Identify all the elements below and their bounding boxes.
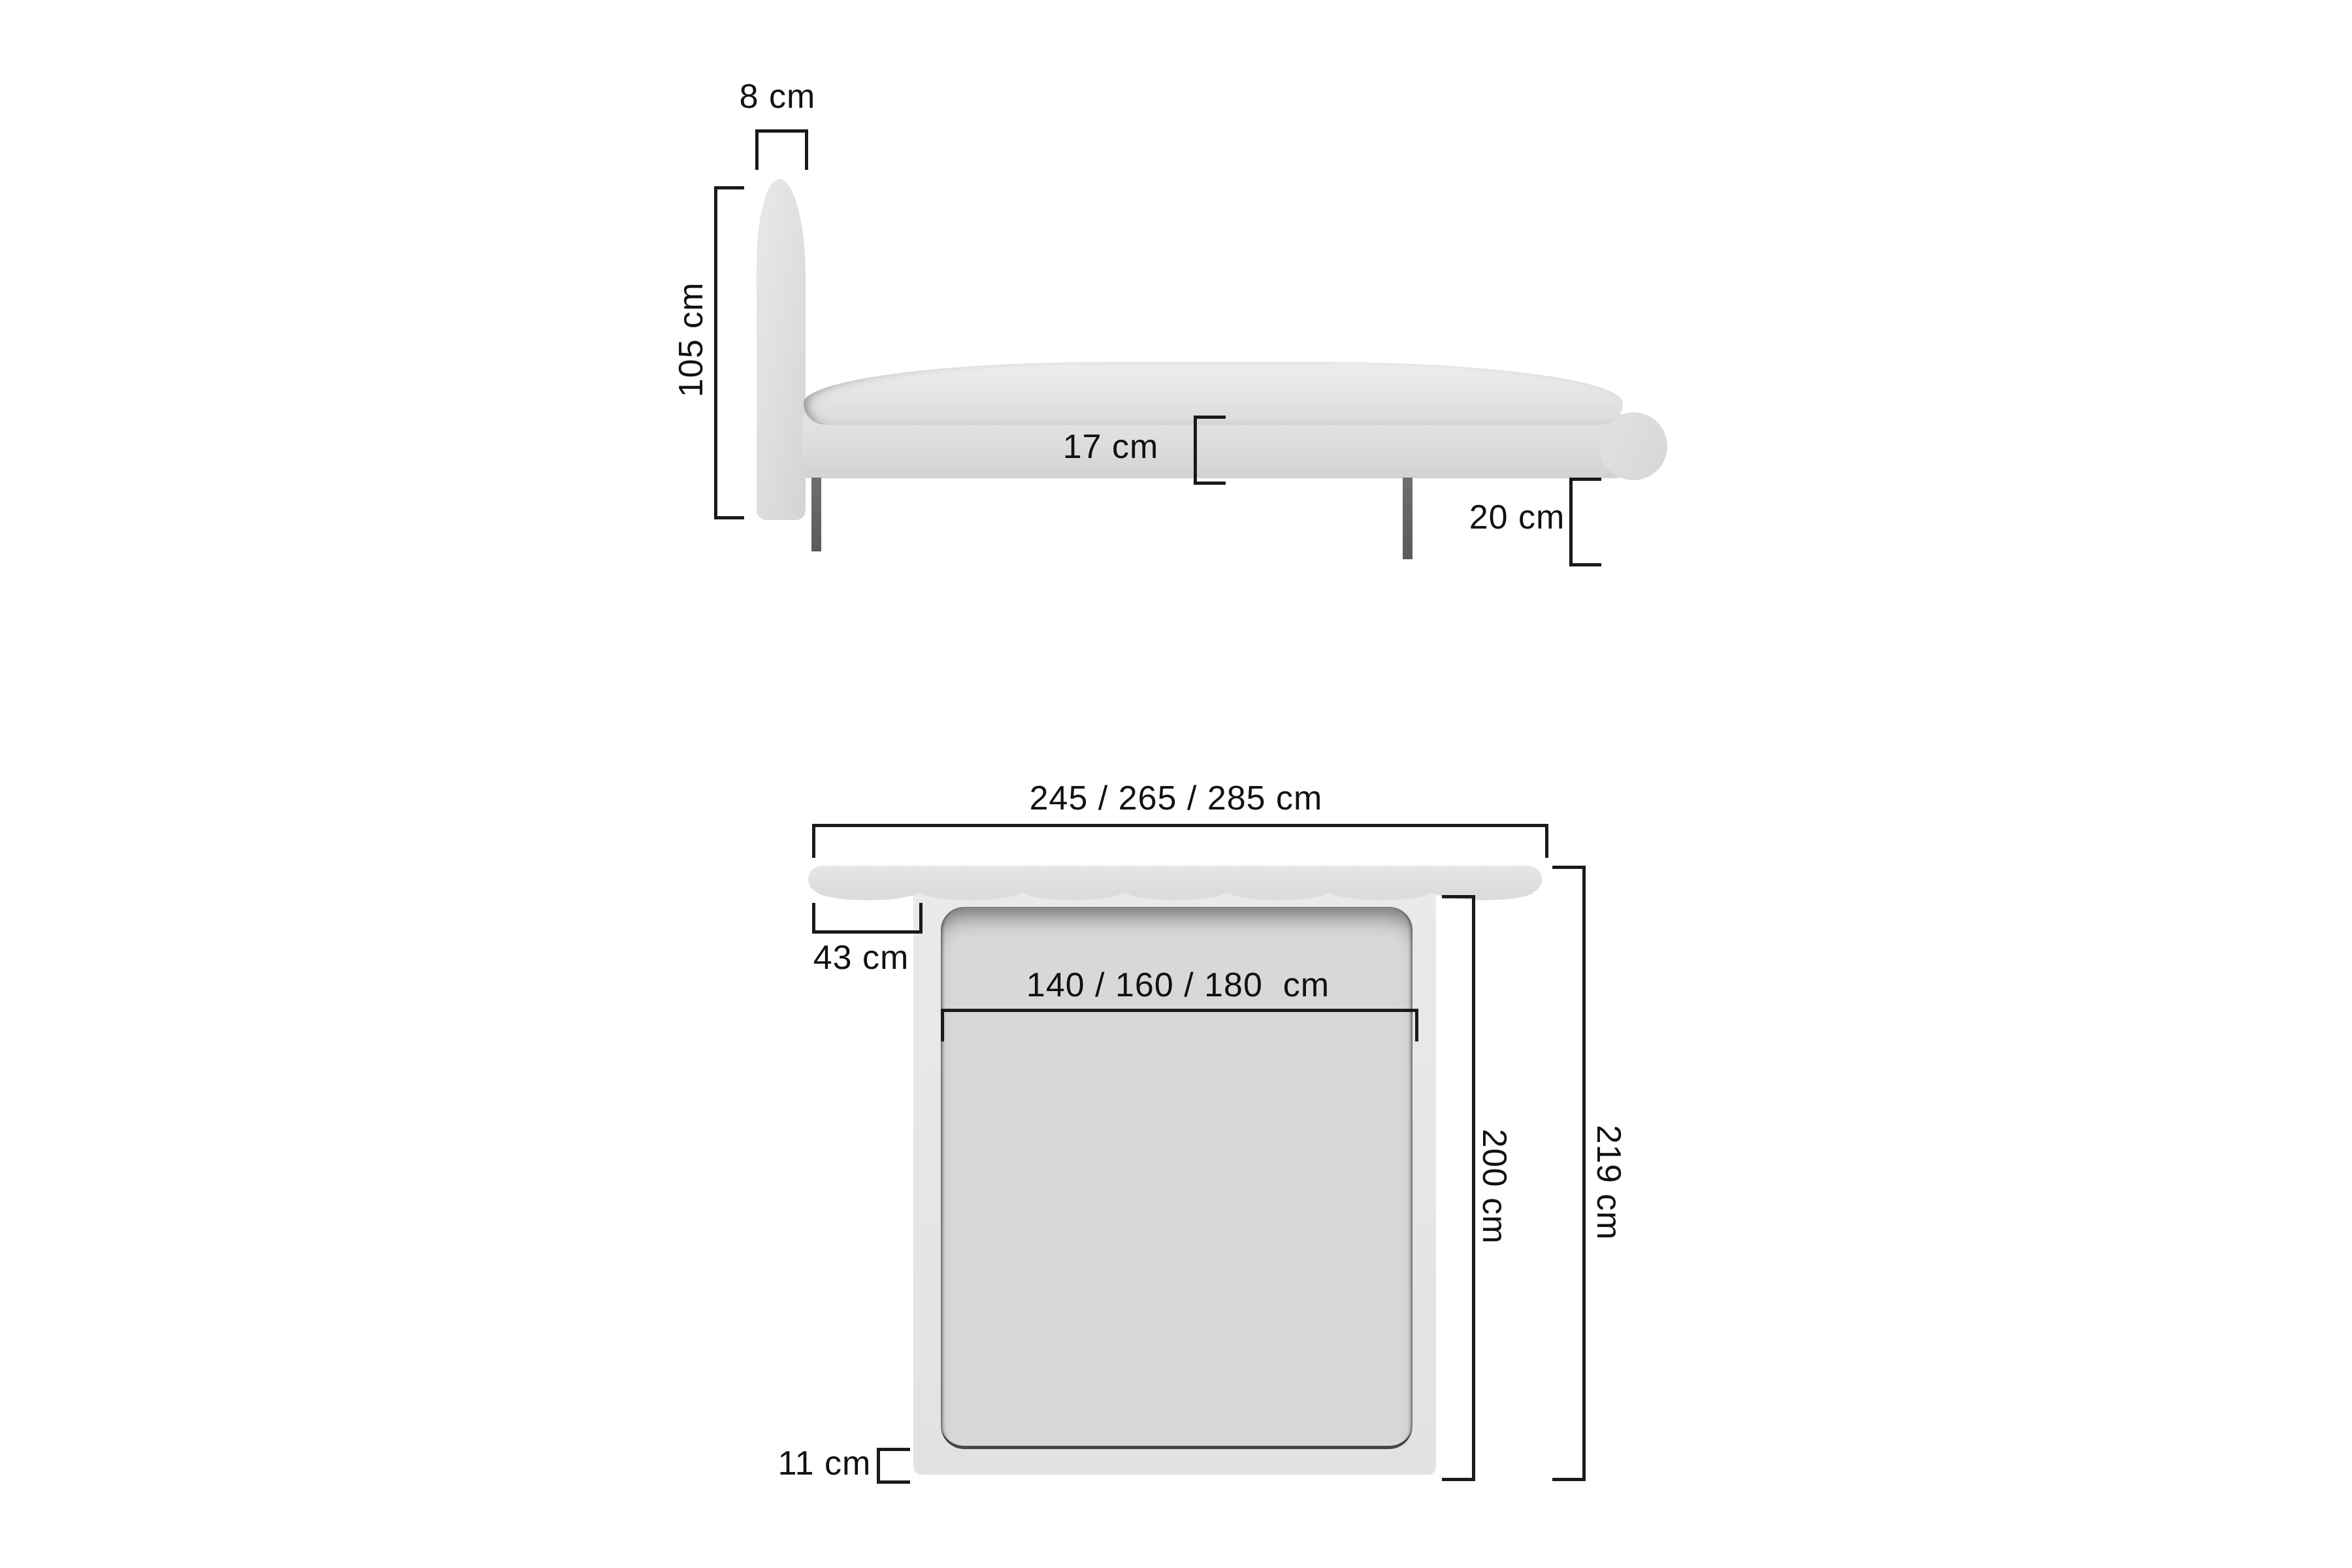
headboard-top-view [808,866,1542,893]
dim-line-overall-length [1552,866,1586,1481]
dim-bracket-frame-height [1194,416,1226,485]
headboard-scalloped-edge [817,890,1533,900]
dim-tick-headboard-height-bottom [714,516,744,519]
dim-label-mattress-width: 140 / 160 / 180 cm [1026,966,1330,1004]
dim-label-headboard-height: 105 cm [672,282,710,398]
dim-line-overall-width [812,824,1548,858]
dim-bracket-leg-height [1569,478,1601,566]
dim-label-leg-height: 20 cm [1469,498,1565,536]
bed-leg-head [811,478,821,551]
bed-leg-foot [1403,478,1413,559]
dim-tick-headboard-height-top [714,186,744,189]
dim-label-overall-length: 219 cm [1590,1124,1627,1241]
dim-label-frame-thickness: 11 cm [777,1445,872,1482]
dim-line-headboard-height [714,186,717,519]
dim-line-mattress-length [1442,895,1475,1481]
dim-label-frame-height: 17 cm [1062,428,1159,466]
dim-bracket-headboard-overhang [812,903,923,934]
headboard-side-profile [757,179,806,520]
dim-label-overall-width: 245 / 265 / 285 cm [1029,779,1323,817]
dim-label-mattress-length: 200 cm [1475,1128,1513,1245]
dim-bracket-headboard-thickness [755,129,808,170]
dim-label-headboard-thickness: 8 cm [739,78,816,116]
dim-bracket-frame-thickness [877,1448,910,1484]
dim-line-mattress-width [941,1009,1418,1041]
dim-label-headboard-overhang: 43 cm [813,939,909,977]
